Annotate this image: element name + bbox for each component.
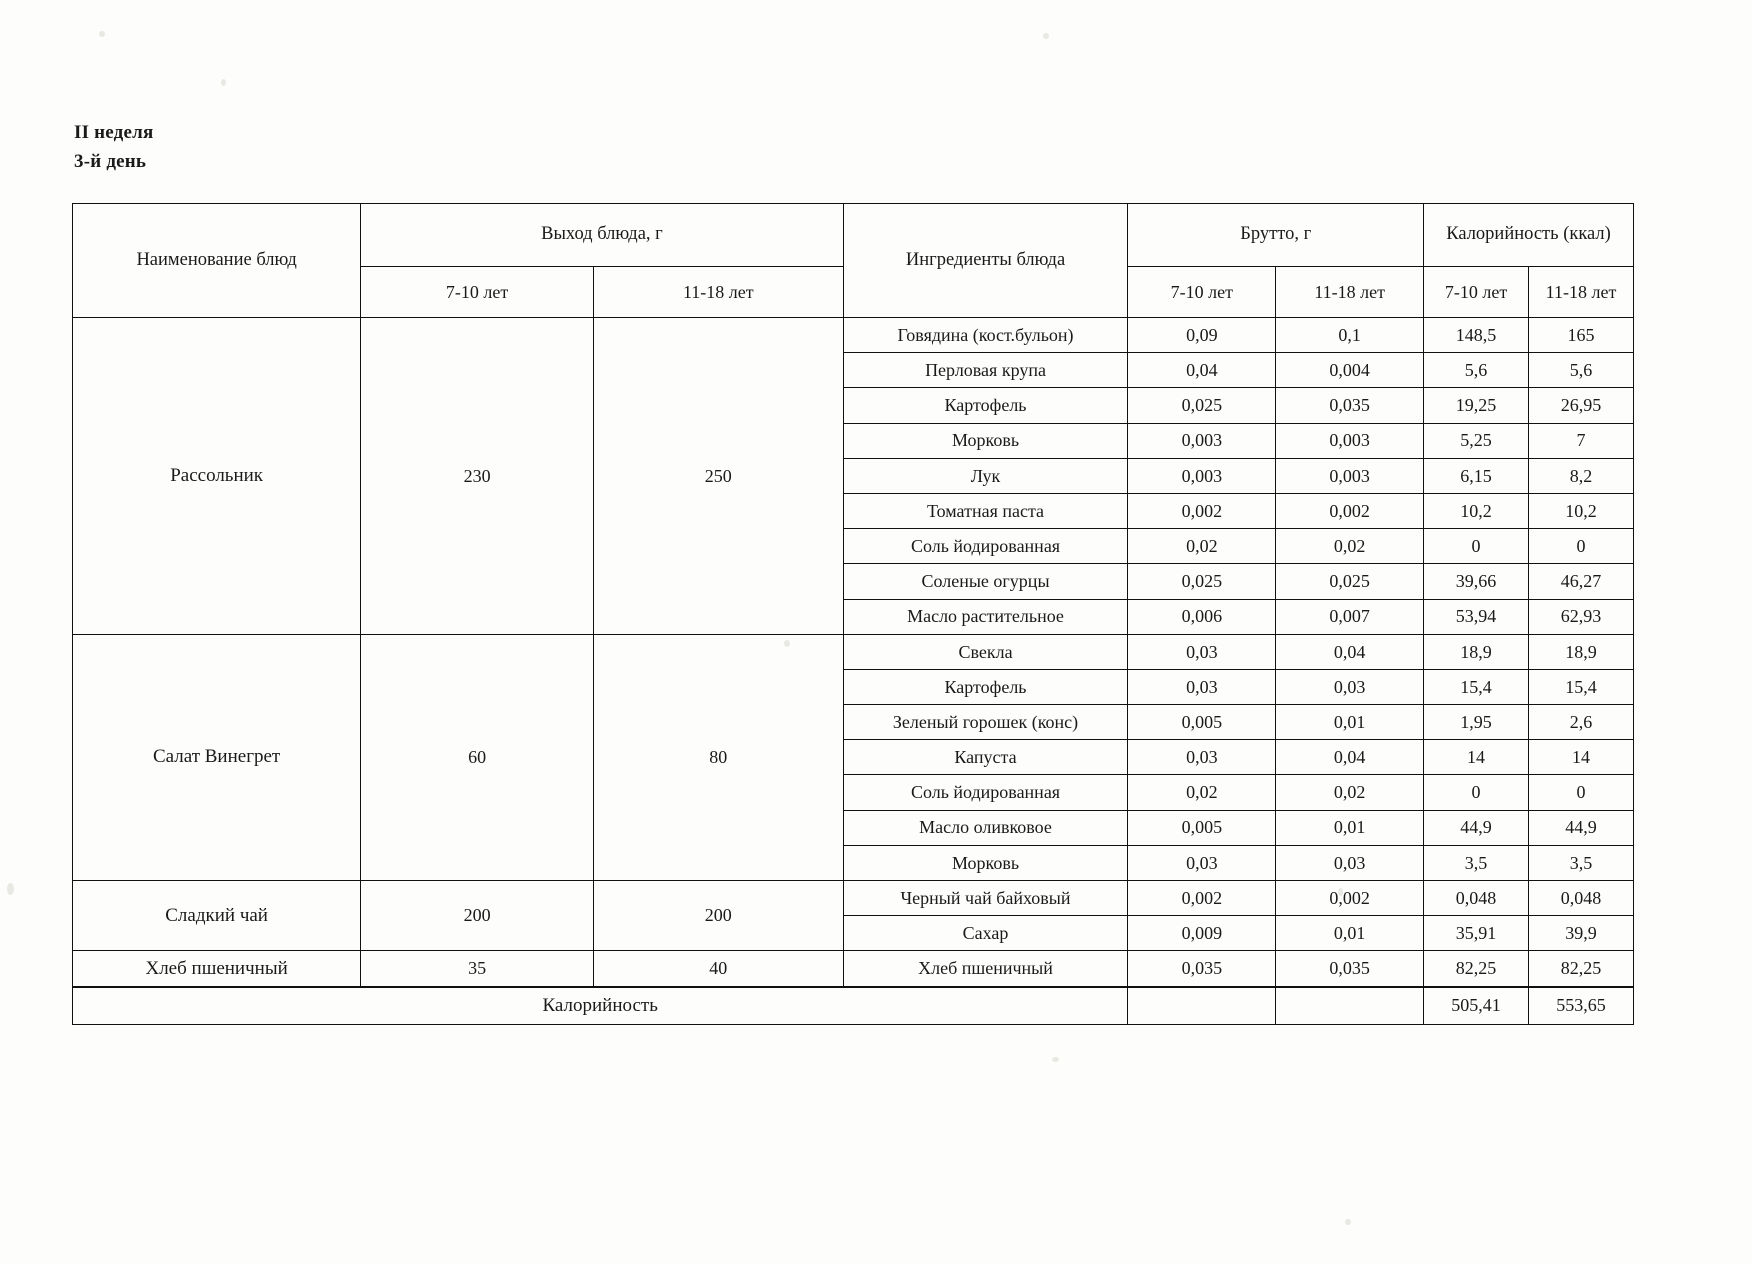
gross-11-18: 0,035	[1276, 388, 1424, 423]
kcal-11-18: 39,9	[1529, 916, 1634, 951]
ingredient-name: Капуста	[843, 740, 1128, 775]
header-dish-name: Наименование блюд	[73, 204, 361, 318]
kcal-7-10: 0	[1424, 775, 1529, 810]
ingredient-name: Говядина (кост.бульон)	[843, 318, 1128, 353]
ingredient-name: Томатная паста	[843, 493, 1128, 528]
table-row	[73, 634, 1634, 669]
gross-11-18: 0,01	[1276, 810, 1424, 845]
gross-7-10: 0,009	[1128, 916, 1276, 951]
gross-7-10: 0,03	[1128, 634, 1276, 669]
gross-11-18: 0,002	[1276, 493, 1424, 528]
ingredient-name: Сахар	[843, 916, 1128, 951]
gross-7-10: 0,04	[1128, 353, 1276, 388]
gross-7-10: 0,03	[1128, 845, 1276, 880]
header-calories-group: Калорийность (ккал)	[1424, 204, 1634, 267]
table-row	[73, 318, 1634, 353]
gross-7-10: 0,005	[1128, 810, 1276, 845]
total-kcal-7-10: 505,41	[1424, 987, 1529, 1025]
kcal-7-10: 0	[1424, 529, 1529, 564]
kcal-7-10: 148,5	[1424, 318, 1529, 353]
ingredient-name: Соленые огурцы	[843, 564, 1128, 599]
kcal-11-18: 46,27	[1529, 564, 1634, 599]
kcal-11-18: 18,9	[1529, 634, 1634, 669]
total-row	[73, 987, 1634, 1025]
header-output-group: Выход блюда, г	[361, 204, 843, 267]
kcal-11-18: 0,048	[1529, 881, 1634, 916]
kcal-11-18: 44,9	[1529, 810, 1634, 845]
table-row	[73, 881, 1634, 916]
gross-11-18: 0,007	[1276, 599, 1424, 634]
kcal-11-18: 8,2	[1529, 458, 1634, 493]
kcal-7-10: 39,66	[1424, 564, 1529, 599]
kcal-11-18: 26,95	[1529, 388, 1634, 423]
ingredient-name: Картофель	[843, 669, 1128, 704]
ingredient-name: Хлеб пшеничный	[843, 951, 1128, 987]
dish-name: Сладкий чай	[73, 881, 361, 951]
kcal-7-10: 0,048	[1424, 881, 1529, 916]
kcal-11-18: 7	[1529, 423, 1634, 458]
gross-7-10: 0,002	[1128, 881, 1276, 916]
scan-speck	[1043, 33, 1049, 39]
gross-7-10: 0,025	[1128, 564, 1276, 599]
ingredient-name: Картофель	[843, 388, 1128, 423]
kcal-7-10: 14	[1424, 740, 1529, 775]
kcal-7-10: 3,5	[1424, 845, 1529, 880]
scan-speck	[1052, 1057, 1059, 1062]
gross-11-18: 0,025	[1276, 564, 1424, 599]
dish-output-7-10: 35	[361, 951, 594, 987]
gross-7-10: 0,003	[1128, 423, 1276, 458]
header-gross-7-10: 7-10 лет	[1128, 267, 1276, 318]
gross-11-18: 0,003	[1276, 458, 1424, 493]
gross-7-10: 0,002	[1128, 493, 1276, 528]
ingredient-name: Морковь	[843, 423, 1128, 458]
gross-7-10: 0,02	[1128, 529, 1276, 564]
kcal-7-10: 1,95	[1424, 705, 1529, 740]
document-heading	[74, 118, 153, 177]
kcal-7-10: 10,2	[1424, 493, 1529, 528]
gross-7-10: 0,02	[1128, 775, 1276, 810]
ingredient-name: Черный чай байховый	[843, 881, 1128, 916]
header-output-7-10: 7-10 лет	[361, 267, 594, 318]
header-kcal-11-18: 11-18 лет	[1529, 267, 1634, 318]
header-row-top	[73, 204, 1634, 267]
ingredient-name: Морковь	[843, 845, 1128, 880]
table-head	[73, 204, 1634, 318]
kcal-7-10: 5,25	[1424, 423, 1529, 458]
dish-output-11-18: 200	[593, 881, 843, 951]
gross-7-10: 0,003	[1128, 458, 1276, 493]
week-label: II неделя	[74, 122, 154, 143]
kcal-7-10: 6,15	[1424, 458, 1529, 493]
dish-output-7-10: 60	[361, 634, 594, 880]
kcal-11-18: 5,6	[1529, 353, 1634, 388]
dish-name: Салат Винегрет	[73, 634, 361, 880]
header-gross-group: Брутто, г	[1128, 204, 1424, 267]
menu-table	[72, 203, 1634, 1025]
scan-speck	[1345, 1219, 1351, 1225]
table-row	[73, 951, 1634, 987]
dish-output-7-10: 200	[361, 881, 594, 951]
gross-11-18: 0,1	[1276, 318, 1424, 353]
dish-output-11-18: 250	[593, 318, 843, 635]
ingredient-name: Лук	[843, 458, 1128, 493]
kcal-7-10: 15,4	[1424, 669, 1529, 704]
gross-7-10: 0,09	[1128, 318, 1276, 353]
header-output-11-18: 11-18 лет	[593, 267, 843, 318]
kcal-11-18: 10,2	[1529, 493, 1634, 528]
kcal-7-10: 35,91	[1424, 916, 1529, 951]
total-gross-7-10-empty	[1128, 987, 1276, 1025]
gross-7-10: 0,03	[1128, 740, 1276, 775]
gross-11-18: 0,003	[1276, 423, 1424, 458]
gross-7-10: 0,006	[1128, 599, 1276, 634]
gross-11-18: 0,002	[1276, 881, 1424, 916]
total-gross-11-18-empty	[1276, 987, 1424, 1025]
gross-7-10: 0,025	[1128, 388, 1276, 423]
dish-name: Рассольник	[73, 318, 361, 635]
gross-11-18: 0,02	[1276, 529, 1424, 564]
kcal-11-18: 0	[1529, 529, 1634, 564]
dish-output-11-18: 80	[593, 634, 843, 880]
scan-speck	[99, 31, 105, 37]
kcal-11-18: 0	[1529, 775, 1634, 810]
ingredient-name: Соль йодированная	[843, 775, 1128, 810]
kcal-7-10: 19,25	[1424, 388, 1529, 423]
gross-7-10: 0,035	[1128, 951, 1276, 987]
kcal-11-18: 62,93	[1529, 599, 1634, 634]
gross-7-10: 0,005	[1128, 705, 1276, 740]
dish-output-11-18: 40	[593, 951, 843, 987]
kcal-7-10: 53,94	[1424, 599, 1529, 634]
kcal-7-10: 5,6	[1424, 353, 1529, 388]
kcal-11-18: 82,25	[1529, 951, 1634, 987]
header-ingredients: Ингредиенты блюда	[843, 204, 1128, 318]
scan-speck	[221, 79, 226, 86]
kcal-11-18: 3,5	[1529, 845, 1634, 880]
gross-11-18: 0,04	[1276, 740, 1424, 775]
kcal-7-10: 82,25	[1424, 951, 1529, 987]
kcal-11-18: 2,6	[1529, 705, 1634, 740]
gross-11-18: 0,01	[1276, 705, 1424, 740]
gross-11-18: 0,03	[1276, 669, 1424, 704]
ingredient-name: Масло оливковое	[843, 810, 1128, 845]
total-kcal-11-18: 553,65	[1529, 987, 1634, 1025]
ingredient-name: Свекла	[843, 634, 1128, 669]
gross-11-18: 0,004	[1276, 353, 1424, 388]
kcal-11-18: 165	[1529, 318, 1634, 353]
kcal-11-18: 14	[1529, 740, 1634, 775]
total-label: Калорийность	[73, 987, 1128, 1025]
ingredient-name: Перловая крупа	[843, 353, 1128, 388]
ingredient-name: Зеленый горошек (конс)	[843, 705, 1128, 740]
gross-7-10: 0,03	[1128, 669, 1276, 704]
dish-name: Хлеб пшеничный	[73, 951, 361, 987]
table-body	[73, 318, 1634, 1025]
header-gross-11-18: 11-18 лет	[1276, 267, 1424, 318]
kcal-11-18: 15,4	[1529, 669, 1634, 704]
gross-11-18: 0,01	[1276, 916, 1424, 951]
ingredient-name: Соль йодированная	[843, 529, 1128, 564]
gross-11-18: 0,02	[1276, 775, 1424, 810]
scan-speck	[7, 883, 14, 895]
kcal-7-10: 44,9	[1424, 810, 1529, 845]
day-label: 3-й день	[74, 151, 147, 173]
dish-output-7-10: 230	[361, 318, 594, 635]
gross-11-18: 0,03	[1276, 845, 1424, 880]
gross-11-18: 0,035	[1276, 951, 1424, 987]
ingredient-name: Масло растительное	[843, 599, 1128, 634]
header-kcal-7-10: 7-10 лет	[1424, 267, 1529, 318]
gross-11-18: 0,04	[1276, 634, 1424, 669]
kcal-7-10: 18,9	[1424, 634, 1529, 669]
